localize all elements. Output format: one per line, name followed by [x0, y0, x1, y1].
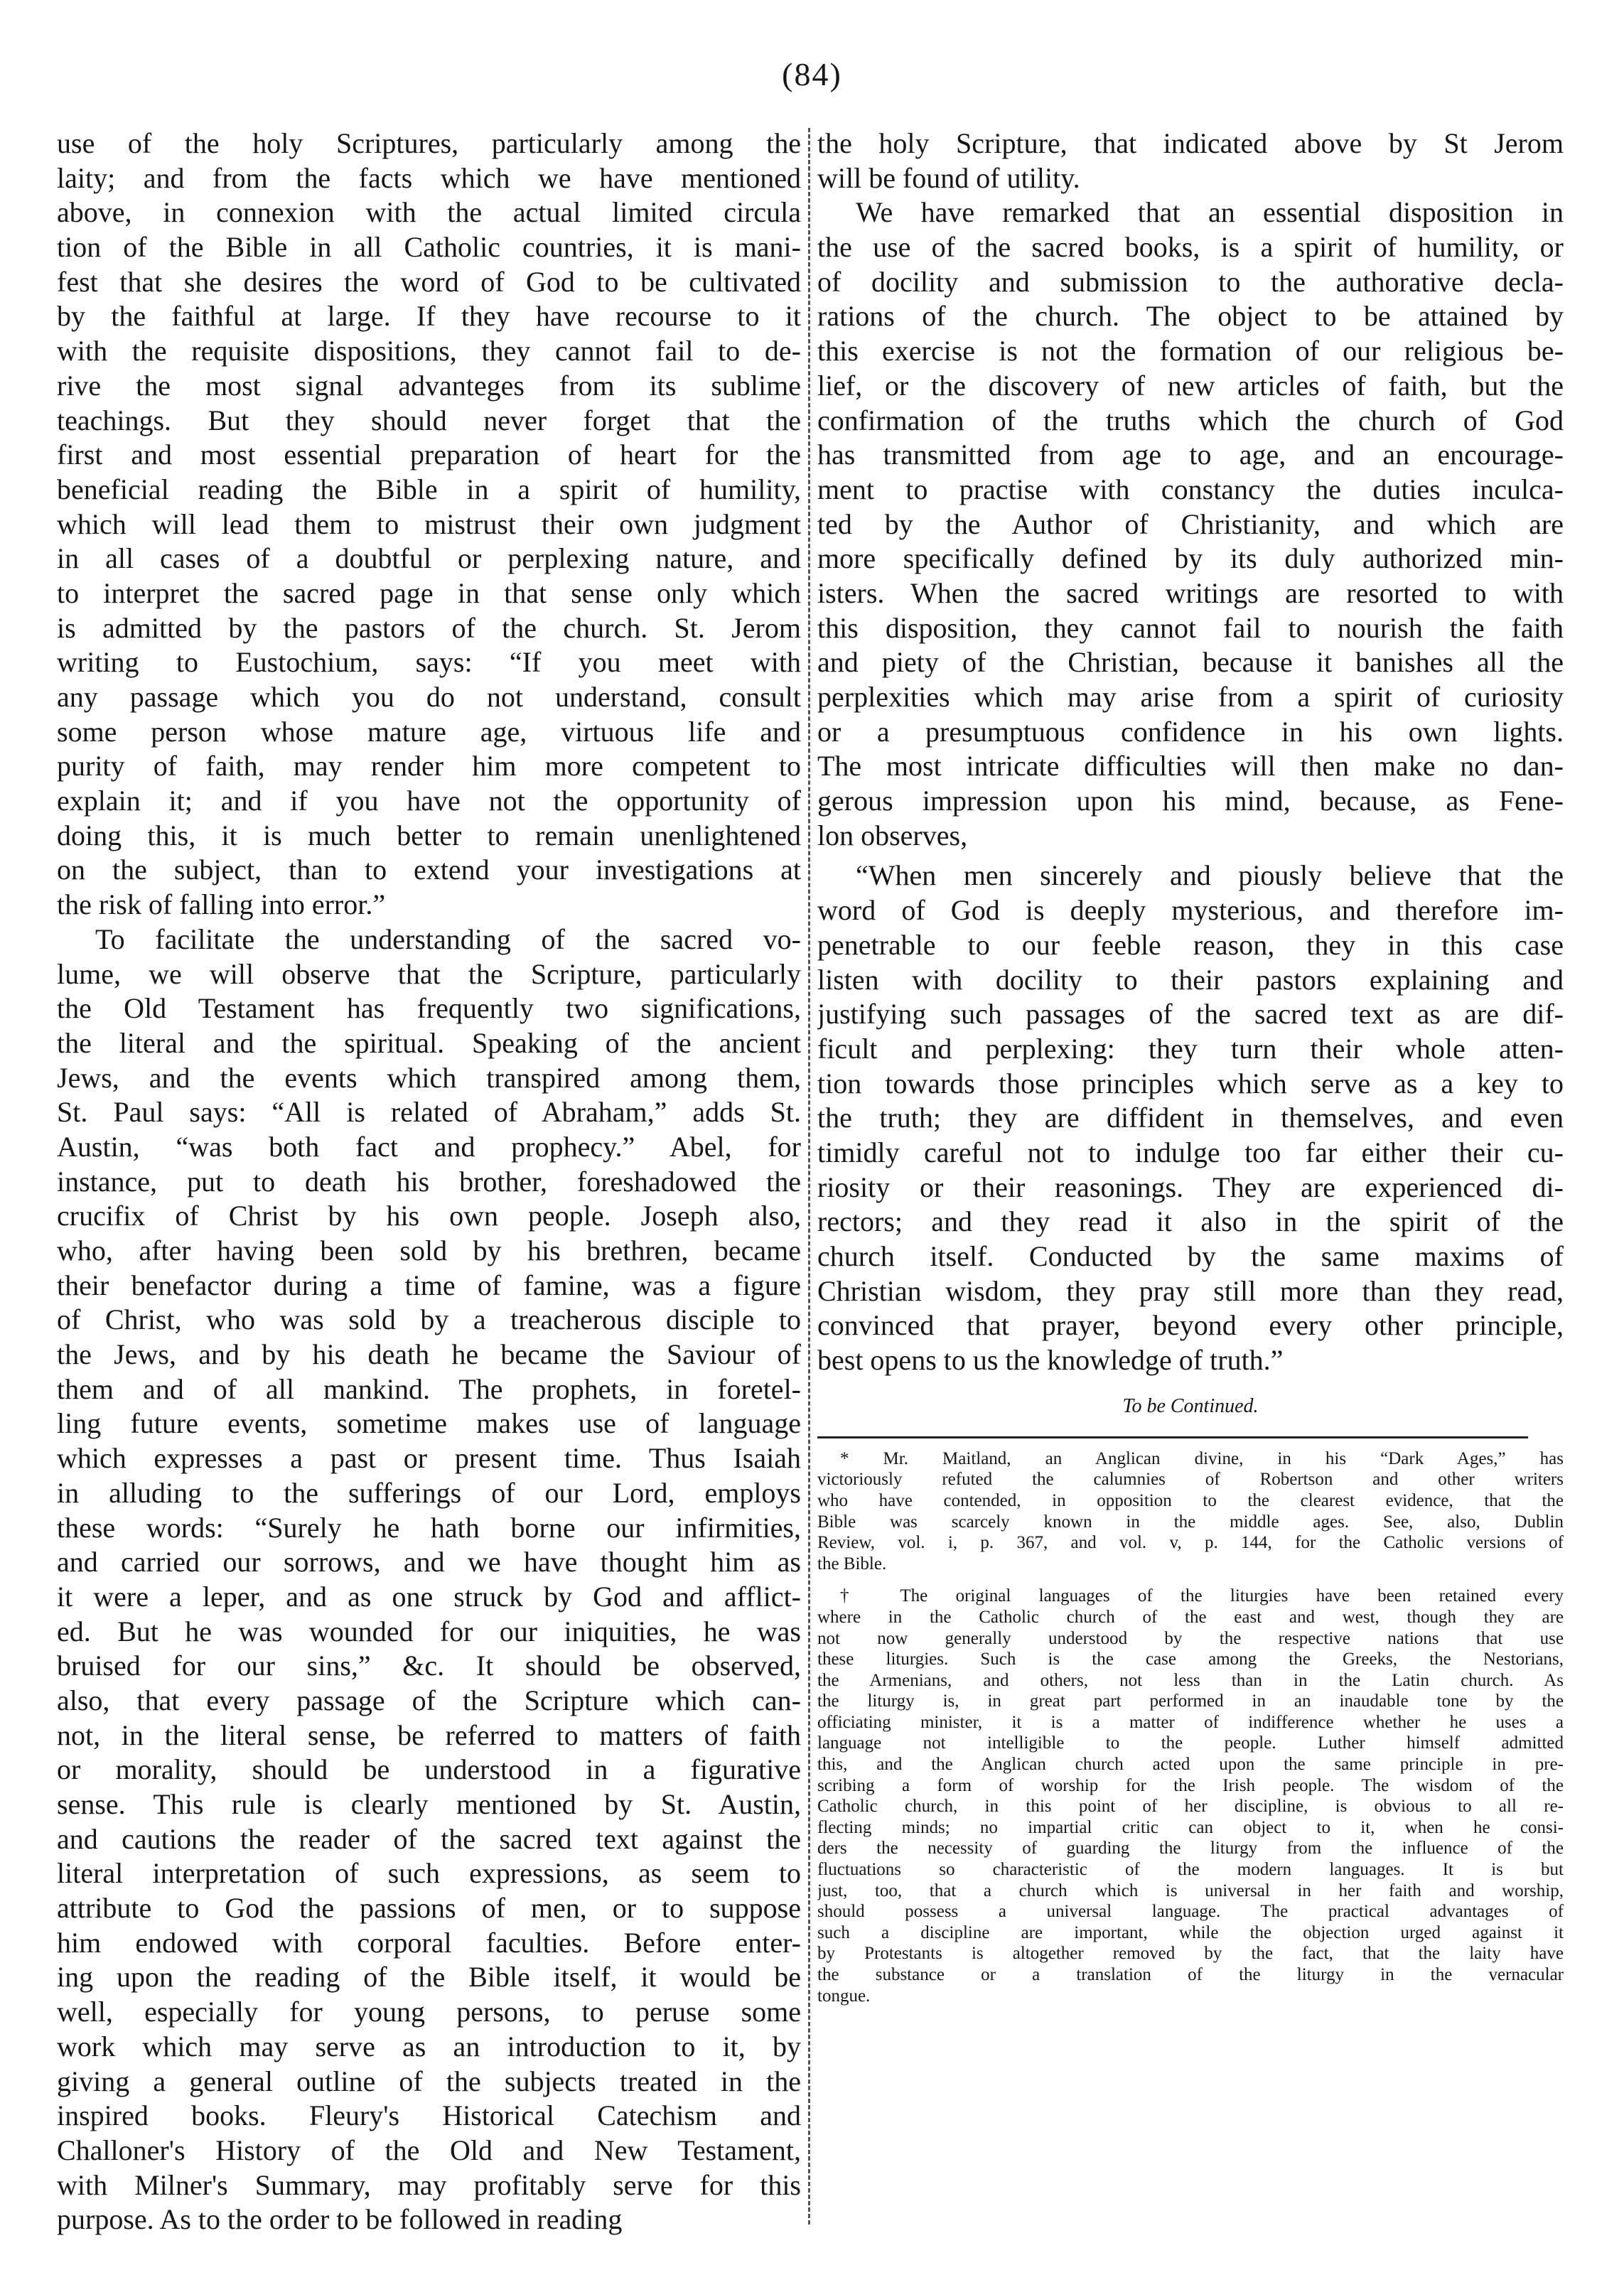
text-line: Christian wisdom, they pray still more than they read,	[817, 1274, 1564, 1307]
footnote-line: by Protestants is altogether removed by the fact, that the laity have	[817, 1944, 1564, 1964]
footnote	[817, 1586, 1564, 2006]
text-line: rations of the church. The object to be attained by	[817, 300, 1564, 333]
paragraph-gap	[817, 853, 1564, 859]
text-line: above, in connexion with the actual limited circula	[57, 196, 801, 229]
text-line: Austin, “was both fact and prophecy.” Abel, for	[57, 1130, 801, 1163]
footnote-line: scribing a form of worship for the Irish people. The wisdom of the	[817, 1775, 1564, 1795]
text-line: church itself. Conducted by the same maxims of	[817, 1240, 1564, 1272]
text-line: is admitted by the pastors of the church. St. Jerom	[57, 611, 801, 644]
footnote-line: should possess a universal language. The practical advantages of	[817, 1902, 1564, 1922]
text-line: explain it; and if you have not the opportunity of	[57, 785, 801, 817]
text-line: it were a leper, and as one struck by God and afflict-	[57, 1580, 801, 1613]
text-line: some person whose mature age, virtuous life and	[57, 715, 801, 748]
footnote-line: language not intelligible to the people. Luther himself admitted	[817, 1733, 1564, 1753]
text-line: ted by the Author of Christianity, and which are	[817, 507, 1564, 540]
footnote-line: Review, vol. i, p. 367, and vol. v, p. 144, for the Catholic versions of	[817, 1533, 1564, 1553]
right-column	[817, 127, 1564, 2006]
footnote-line: fluctuations so characteristic of the modern languages. It is but	[817, 1860, 1564, 1880]
footnote-line: this, and the Anglican church acted upon the same principle in pre-	[817, 1755, 1564, 1775]
text-line: convinced that prayer, beyond every other principle,	[817, 1309, 1564, 1342]
text-line: inspired books. Fleury's Historical Catechism and	[57, 2099, 801, 2132]
text-line: lief, or the discovery of new articles of faith, but the	[817, 369, 1564, 402]
footnote-line: these liturgies. Such is the case among the Greeks, the Nestorians,	[817, 1650, 1564, 1669]
text-line: justifying such passages of the sacred text as are dif-	[817, 998, 1564, 1031]
text-line: the truth; they are diffident in themselves, and even	[817, 1102, 1564, 1134]
text-line: rectors; and they read it also in the spirit of the	[817, 1205, 1564, 1238]
column-divider	[808, 128, 810, 2225]
text-line: attribute to God the passions of men, or to suppose	[57, 1892, 801, 1925]
footnote-line: Catholic church, in this point of her discipline, is obvious to all re-	[817, 1797, 1564, 1817]
text-line: and piety of the Christian, because it banishes all the	[817, 646, 1564, 679]
text-line: ing upon the reading of the Bible itself, it would be	[57, 1961, 801, 1994]
footnote-line: Bible was scarcely known in the middle ages. See, also, Dublin	[817, 1512, 1564, 1532]
text-line: also, that every passage of the Scripture which can-	[57, 1684, 801, 1716]
text-line: instance, put to death his brother, foreshadowed the	[57, 1165, 801, 1198]
text-line: purity of faith, may render him more competent to	[57, 750, 801, 782]
text-line: and cautions the reader of the sacred text against the	[57, 1822, 801, 1855]
footnote-line: ders the necessity of guarding the liturgy from the influence of the	[817, 1839, 1564, 1859]
text-line: the literal and the spiritual. Speaking of the ancient	[57, 1026, 801, 1059]
footnote-line: the liturgy is, in great part performed in an inaudable tone by the	[817, 1691, 1564, 1711]
text-line: confirmation of the truths which the church of God	[817, 404, 1564, 436]
footnote-gap	[817, 1574, 1564, 1586]
text-line: writing to Eustochium, says: “If you meet with	[57, 646, 801, 679]
text-line: the risk of falling into error.”	[57, 888, 386, 921]
text-line: giving a general outline of the subjects treated in the	[57, 2065, 801, 2097]
text-line: to interpret the sacred page in that sense only which	[57, 576, 801, 609]
text-line: ment to practise with constancy the duties inculca-	[817, 473, 1564, 505]
text-line: rive the most signal advanteges from its sublime	[57, 369, 801, 402]
text-line: these words: “Surely he hath borne our infirmities,	[57, 1511, 801, 1544]
text-line: the use of the sacred books, is a spirit of humility, or	[817, 231, 1564, 264]
text-line: by the faithful at large. If they have recourse to it	[57, 300, 801, 333]
text-line: best opens to us the knowledge of truth.”	[817, 1344, 1284, 1377]
text-line: work which may serve as an introduction to it, by	[57, 2030, 801, 2062]
footnote-line: flecting minds; no impartial critic can object to it, when he consi-	[817, 1817, 1564, 1837]
text-line: in all cases of a doubtful or perplexing nature, and	[57, 542, 801, 575]
text-line: listen with docility to their pastors explaining and	[817, 963, 1564, 996]
text-line: who, after having been sold by his brethren, became	[57, 1234, 801, 1266]
text-line: this exercise is not the formation of our religious be-	[817, 335, 1564, 367]
text-line: them and of all mankind. The prophets, in foretel-	[57, 1372, 801, 1405]
text-line: him endowed with corporal faculties. Before enter-	[57, 1926, 801, 1959]
text-line: lon observes,	[817, 819, 968, 851]
footnote-line: officiating minister, it is a matter of indifference whether he uses a	[817, 1712, 1564, 1732]
text-line: bruised for our sins,” &c. It should be observed,	[57, 1650, 801, 1682]
text-line: which expresses a past or present time. Thus Isaiah	[57, 1442, 801, 1475]
text-line: penetrable to our feeble reason, they in this case	[817, 928, 1564, 961]
text-line: with the requisite dispositions, they cannot fail to de-	[57, 335, 801, 367]
text-line: of Christ, who was sold by a treacherous disciple to	[57, 1303, 801, 1336]
text-line: more specifically defined by its duly authorized min-	[817, 542, 1564, 575]
text-line: the Jews, and by his death he became the Saviour of	[57, 1338, 801, 1371]
footnote-line: victoriously refuted the calumnies of Robertson and other writers	[817, 1470, 1564, 1490]
text-line: We have remarked that an essential disposition in	[856, 196, 1564, 229]
text-line: any passage which you do not understand, consult	[57, 681, 801, 713]
text-line: isters. When the sacred writings are resorted to with	[817, 576, 1564, 609]
footnote-line: tongue.	[817, 1986, 871, 2006]
text-line: or morality, should be understood in a figurative	[57, 1753, 801, 1786]
text-line: ed. But he was wounded for our iniquities, he was	[57, 1615, 801, 1647]
footnote	[817, 1448, 1564, 1575]
footnote-line: such a discipline are important, while the objection urged against it	[817, 1922, 1564, 1942]
text-line: tion of the Bible in all Catholic countries, it is mani-	[57, 231, 801, 264]
footnote-line: * Mr. Maitland, an Anglican divine, in his “Dark Ages,” has	[840, 1448, 1564, 1468]
text-line: To facilitate the understanding of the sacred vo-	[95, 922, 801, 955]
text-line: crucifix of Christ by his own people. Joseph also,	[57, 1200, 801, 1232]
text-line: teachings. But they should never forget that the	[57, 404, 801, 436]
text-line: not, in the literal sense, be referred to matters of faith	[57, 1718, 801, 1751]
text-line: fest that she desires the word of God to be cultivated	[57, 265, 801, 298]
footnote-line: who have contended, in opposition to the clearest evidence, that the	[817, 1490, 1564, 1510]
text-line: this disposition, they cannot fail to nourish the faith	[817, 611, 1564, 644]
text-line: gerous impression upon his mind, because, as Fene-	[817, 785, 1564, 817]
footnote-line: just, too, that a church which is universal in her faith and worship,	[817, 1881, 1564, 1900]
footnote-line: the Bible.	[817, 1554, 887, 1574]
text-line: of docility and submission to the authorative decla-	[817, 265, 1564, 298]
footnote-line: the substance or a translation of the liturgy in the vernacular	[817, 1965, 1564, 1984]
text-line: which will lead them to mistrust their own judgment	[57, 507, 801, 540]
text-line: on the subject, than to extend your investigations at	[57, 854, 801, 886]
text-line: purpose. As to the order to be followed in reading	[57, 2203, 623, 2236]
text-line: word of God is deeply mysterious, and therefore im-	[817, 894, 1564, 927]
text-line: in alluding to the sufferings of our Lord, employs	[57, 1476, 801, 1509]
footnote-line: where in the Catholic church of the east and west, though they are	[817, 1607, 1564, 1627]
text-line: ficult and perplexing: they turn their whole atten-	[817, 1032, 1564, 1065]
text-line: Challoner's History of the Old and New Testament,	[57, 2134, 801, 2166]
text-line: use of the holy Scriptures, particularly among the	[57, 127, 801, 159]
text-line: has transmitted from age to age, and an encourage-	[817, 439, 1564, 471]
continued-note: To be Continued.	[1122, 1394, 1259, 1417]
footnote-line: the Armenians, and others, not less than in the Latin church. As	[817, 1670, 1564, 1690]
text-line: with Milner's Summary, may profitably serve for this	[57, 2168, 801, 2201]
text-line: lume, we will observe that the Scripture, particularly	[57, 957, 801, 990]
footnote-line: † The original languages of the liturgies have been retained every	[840, 1586, 1564, 1606]
text-line: or a presumptuous confidence in his own lights.	[817, 715, 1564, 748]
text-line: their benefactor during a time of famine, was a figure	[57, 1269, 801, 1301]
text-line: the holy Scripture, that indicated above by St Jerom	[817, 127, 1564, 159]
footnote-line: not now generally understood by the respective nations that use	[817, 1628, 1564, 1648]
text-line: Jews, and the events which transpired among them,	[57, 1061, 801, 1094]
text-line: “When men sincerely and piously believe that the	[856, 859, 1564, 892]
text-line: riosity or their reasonings. They are experienced di-	[817, 1171, 1564, 1203]
text-line: will be found of utility.	[817, 161, 1080, 194]
text-line: tion towards those principles which serve as a key to	[817, 1067, 1564, 1099]
text-line: timidly careful not to indulge too far either their cu-	[817, 1136, 1564, 1168]
text-line: beneficial reading the Bible in a spirit of humility,	[57, 473, 801, 505]
text-line: The most intricate difficulties will then make no dan-	[817, 750, 1564, 782]
left-column	[57, 127, 801, 2237]
text-line: laity; and from the facts which we have mentioned	[57, 161, 801, 194]
text-line: and carried our sorrows, and we have thought him as	[57, 1546, 801, 1578]
text-line: sense. This rule is clearly mentioned by St. Austin,	[57, 1788, 801, 1820]
text-line: first and most essential preparation of heart for the	[57, 439, 801, 471]
text-line: doing this, it is much better to remain unenlightened	[57, 819, 801, 851]
text-line: literal interpretation of such expressions, as seem to	[57, 1857, 801, 1890]
text-line: ling future events, sometime makes use of language	[57, 1407, 801, 1440]
text-line: the Old Testament has frequently two significations,	[57, 992, 801, 1025]
text-line: St. Paul says: “All is related of Abraham,” adds St.	[57, 1096, 801, 1129]
page-number: (84)	[782, 56, 842, 92]
text-line: well, especially for young persons, to peruse some	[57, 1996, 801, 2028]
text-line: perplexities which may arise from a spirit of curiosity	[817, 681, 1564, 713]
footnote-rule	[817, 1436, 1528, 1438]
